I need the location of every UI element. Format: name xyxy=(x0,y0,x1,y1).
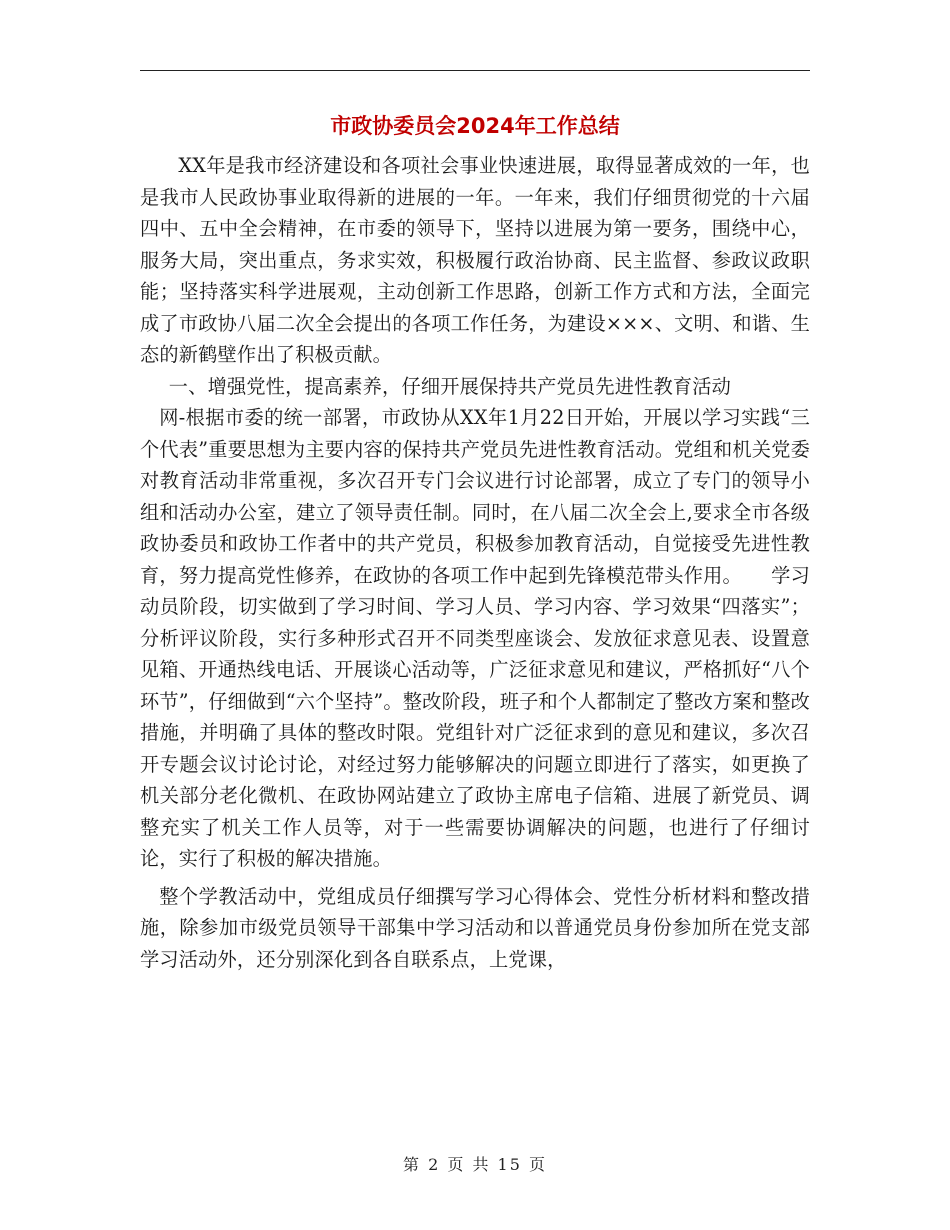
header-rule xyxy=(140,70,810,71)
paragraph-intro: XX年是我市经济建设和各项社会事业快速进展，取得显著成效的一年，也是我市人民政协事业取得新的进展的一年。一年来，我们仔细贯彻党的十六届四中、五中全会精神，在市委的领导下，坚持以进展为第一要务，围绕中心，服务大局，突出重点，务求实效，积极履行政治协商、民主监督、参政议政职能；坚持落实科学进展观，主动创新工作思路，创新工作方式和方法，全面完成了市政协八届二次全会提出的各项工作任务，为建设×××、文明、和谐、生态的新鹤壁作出了积极贡献。 xyxy=(140,154,810,366)
paragraph-study-activity: 整个学教活动中，党组成员仔细撰写学习心得体会、党性分析材料和整改措施，除参加市级党员领导干部集中学习活动和以普通党员身份参加所在党支部学习活动外，还分别深化到各自联系点，上党课， xyxy=(140,884,810,971)
section-heading-1: 一、增强党性，提高素养，仔细开展保持共产党员先进性教育活动 xyxy=(168,374,732,398)
document-title: 市政协委员会2024年工作总结 xyxy=(330,114,620,138)
page-number: 第 2 页 共 15 页 xyxy=(403,1155,547,1174)
document-body xyxy=(140,150,810,975)
paragraph-section-1: 网-根据市委的统一部署，市政协从XX年1月22日开始，开展以学习实践“三个代表”重要思想为主要内容的保持共产党员先进性教育活动。党组和机关党委对教育活动非常重视，多次召开专门会议进行讨论部署，成立了专门的领导小组和活动办公室，建立了领导责任制。同时，在八届二次全会上,要求全市各级政协委员和政协工作者中的共产党员，积极参加教育活动，自觉接受先进性教育，努力提高党性修养，在政协的各项工作中起到先锋模范带头作用。 学习动员阶段，切实做到了学习时间、学习人员、学习内容、学习效果“四落实”；分析评议阶段，实行多种形式召开不同类型座谈会、发放征求意见表、设置意见箱、开通热线电话、开展谈心活动等，广泛征求意见和建议，严格抓好“八个环节”，仔细做到“六个坚持”。整改阶段，班子和个人都制定了整改方案和整改措施，并明确了具体的整改时限。党组针对广泛征求到的意见和建议，多次召开专题会议讨论讨论，对经过努力能够解决的问题立即进行了落实，如更换了机关部分老化微机、在政协网站建立了政协主席电子信箱、进展了新党员、调整充实了机关工作人员等，对于一些需要协调解决的问题，也进行了仔细讨论，实行了积极的解决措施。 xyxy=(140,406,810,870)
